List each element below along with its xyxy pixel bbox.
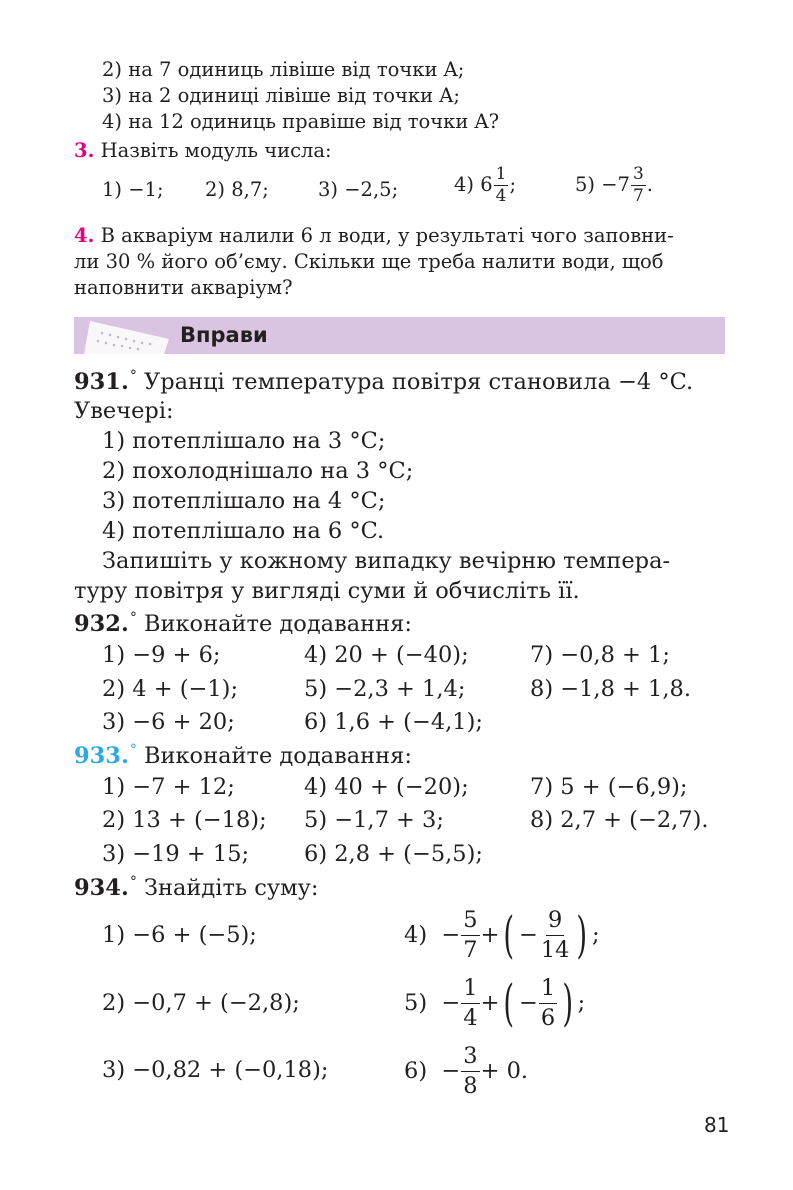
exercise-934-header: 934.° Знайдіть суму:	[74, 874, 319, 901]
exercise-934-item-3: 3) −0,82 + (−0,18);	[102, 1057, 329, 1083]
exercise-931-item-1: 1) потеплішало на 3 °C;	[102, 428, 386, 454]
page-number: 81	[704, 1113, 730, 1137]
exercise-934-item-4: 4) − $\frac{5}{7}$ + ( − $\frac{9}{14}$ ) ;	[404, 906, 600, 964]
q3-item-4: 4) 6 $\frac{1}{4}$ ;	[454, 164, 517, 206]
exercise-934-item-2: 2) −0,7 + (−2,8);	[102, 990, 300, 1016]
exercise-933-item-3: 3) −19 + 15;	[102, 841, 250, 867]
exercise-934-item-4-fraction-2: $\frac{9}{14}$	[540, 907, 570, 963]
exercise-934-item-5-fraction-1: $\frac{1}{4}$	[463, 975, 478, 1031]
exercise-933-item-1: 1) −7 + 12;	[102, 774, 235, 800]
exercise-932-item-3: 3) −6 + 20;	[102, 709, 235, 735]
q3-item-1: 1) −1;	[102, 178, 164, 201]
exercise-933-item-2: 2) 13 + (−18);	[102, 807, 267, 833]
exercise-933-item-4: 4) 40 + (−20);	[304, 774, 469, 800]
exercise-934-item-5-fraction-2: $\frac{1}{6}$	[540, 975, 556, 1031]
exercise-932-header: 932.° Виконайте додавання:	[74, 610, 412, 637]
section-header-bar	[74, 317, 725, 354]
q3-item-5: 5) −7 $\frac{3}{7}$ .	[575, 164, 653, 206]
exercise-931-number: 931.	[74, 369, 129, 395]
exercise-933-item-8: 8) 2,7 + (−2,7).	[530, 807, 709, 833]
exercise-932-item-7: 7) −0,8 + 1;	[530, 642, 670, 668]
question-3-items	[102, 166, 672, 220]
exercise-932-item-5: 5) −2,3 + 1,4;	[304, 676, 466, 702]
exercise-932-item-6: 6) 1,6 + (−4,1);	[304, 709, 483, 735]
question-4-line-3: наповнити акваріум?	[74, 276, 293, 299]
exercise-933-item-7: 7) 5 + (−6,9);	[530, 774, 688, 800]
q3-item-2: 2) 8,7;	[205, 178, 269, 201]
top-item-3: 3) на 2 одиниці лівіше від точки A;	[102, 84, 460, 107]
exercise-934-item-5: 5) − $\frac{1}{4}$ + ( − $\frac{1}{6}$ ) ;	[404, 974, 586, 1032]
exercise-933-number: 933.	[74, 743, 129, 769]
exercise-931-line-2: Увечері:	[74, 398, 174, 424]
q3-item-4-fraction: $\frac{1}{4}$	[495, 164, 507, 206]
section-decoration-icon	[74, 317, 174, 354]
question-4-line-1: 4. В акваріум налили 6 л води, у результаті чого заповни-	[74, 224, 674, 247]
exercise-931-item-4: 4) потеплішало на 6 °C.	[102, 518, 385, 544]
exercise-932-item-1: 1) −9 + 6;	[102, 642, 221, 668]
q3-item-3: 3) −2,5;	[318, 178, 399, 201]
exercise-934-number: 934.	[74, 875, 129, 901]
exercise-932-number: 932.	[74, 611, 129, 637]
section-title: Вправи	[180, 323, 268, 347]
exercise-931-text-1: Запишіть у кожному випадку вечірню темпера-	[102, 548, 671, 574]
exercise-934-item-6-fraction: $\frac{3}{8}$	[463, 1043, 478, 1099]
exercise-934-item-4-fraction-1: $\frac{5}{7}$	[463, 907, 478, 963]
question-3-number: 3.	[74, 139, 95, 162]
q3-item-5-fraction: $\frac{3}{7}$	[632, 164, 644, 206]
exercise-934-item-1: 1) −6 + (−5);	[102, 922, 257, 948]
exercise-934-item-6: 6) − $\frac{3}{8}$ + 0.	[404, 1043, 529, 1099]
question-4-number: 4.	[74, 224, 95, 247]
exercise-932-item-2: 2) 4 + (−1);	[102, 676, 239, 702]
question-4-line-2: ли 30 % його об’єму. Скільки ще треба налити води, щоб	[74, 250, 664, 273]
exercise-931-item-2: 2) похолоднішало на 3 °C;	[102, 458, 414, 484]
question-3	[74, 139, 332, 162]
exercise-931-item-3: 3) потеплішало на 4 °C;	[102, 488, 386, 514]
top-item-2: 2) на 7 одиниць лівіше від точки A;	[102, 58, 465, 81]
exercise-933-header: 933.° Виконайте додавання:	[74, 742, 412, 769]
exercise-931-text-2: туру повітря у вигляді суми й обчисліть її.	[74, 578, 580, 604]
exercise-932-item-4: 4) 20 + (−40);	[304, 642, 469, 668]
exercise-933-item-5: 5) −1,7 + 3;	[304, 807, 444, 833]
exercise-931-line-1: 931.° Уранці температура повітря становила −4 °C.	[74, 368, 694, 395]
top-item-4: 4) на 12 одиниць правіше від точки A?	[102, 110, 500, 133]
exercise-933-item-6: 6) 2,8 + (−5,5);	[304, 841, 483, 867]
exercise-932-item-8: 8) −1,8 + 1,8.	[530, 676, 691, 702]
question-3-text: Назвіть модуль числа:	[100, 139, 332, 162]
